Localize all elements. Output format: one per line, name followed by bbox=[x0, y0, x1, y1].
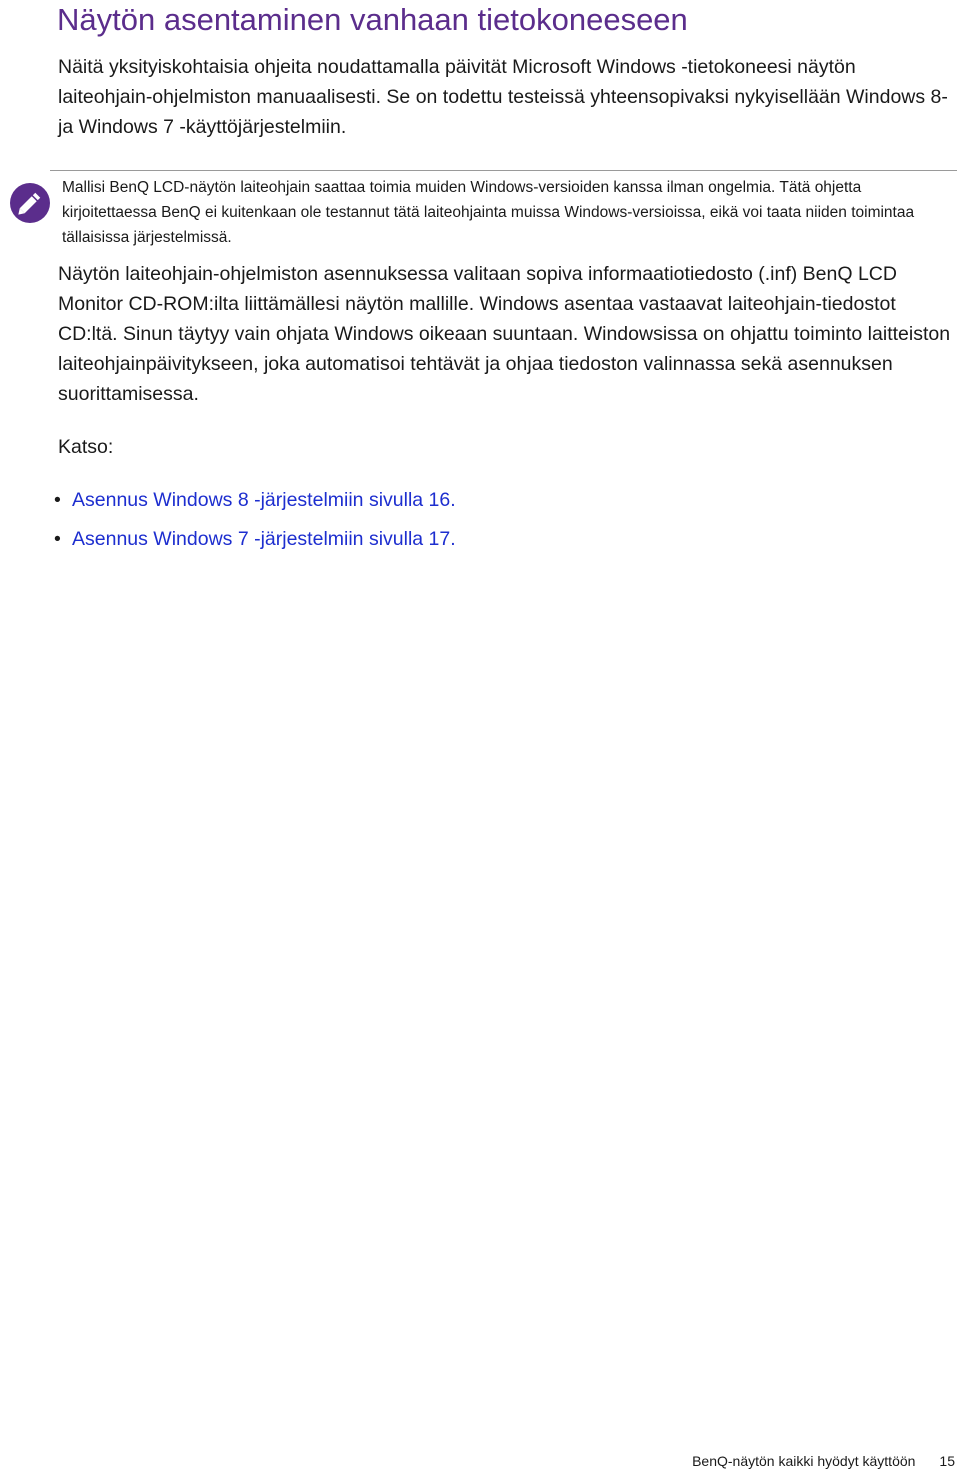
link-windows-7[interactable]: Asennus Windows 7 -järjestelmiin sivulla 17. bbox=[72, 528, 456, 550]
page-title: Näytön asentaminen vanhaan tietokoneeseen bbox=[57, 2, 688, 37]
see-also-list bbox=[54, 485, 456, 563]
link-windows-8[interactable]: Asennus Windows 8 -järjestelmiin sivulla 16. bbox=[72, 489, 456, 511]
bullet: • bbox=[54, 528, 61, 550]
bullet: • bbox=[54, 489, 61, 511]
page-footer bbox=[692, 1450, 955, 1472]
footer-title: BenQ-näytön kaikki hyödyt käyttöön bbox=[692, 1453, 916, 1469]
list-item bbox=[54, 524, 456, 563]
page-number: 15 bbox=[939, 1453, 955, 1469]
see-also-label: Katso: bbox=[58, 436, 114, 458]
pencil-icon bbox=[10, 183, 50, 223]
note-text: Mallisi BenQ LCD-näytön laiteohjain saattaa toimia muiden Windows-versioiden kanssa ilman ongelmia. Tätä ohjetta kirjoitettaessa BenQ ei kuitenkaan ole testannut tätä laiteohjainta muissa Windows-versioissa, eikä voi taata niiden toimintaa tällaisissa järjestelmissä. bbox=[62, 179, 915, 246]
body-paragraph: Näytön laiteohjain-ohjelmiston asennuksessa valitaan sopiva informaatiotiedosto (.inf) BenQ LCD Monitor CD-ROM:ilta liittämällesi näytön mallille. Windows asentaa vastaavat laiteohjain-tiedostot CD:ltä. Sinun täytyy vain ohjata Windows oikeaan suuntaan. Windowsissa on ohjattu toiminto laitteiston laiteohjainpäivitykseen, joka automatisoi tehtävät ja ohjaa tiedoston valinnassa sekä asennuksen suorittamisessa. bbox=[58, 263, 951, 405]
intro-paragraph: Näitä yksityiskohtaisia ohjeita noudattamalla päivität Microsoft Windows -tietokoneesi näytön laiteohjain-ohjelmiston manuaalisesti. Se on todettu testeissä yhteensopivaksi nykyisellään Windows 8- ja Windows 7 -käyttöjärjestelmiin. bbox=[58, 56, 948, 138]
note-divider bbox=[50, 170, 957, 171]
list-item bbox=[54, 485, 456, 524]
